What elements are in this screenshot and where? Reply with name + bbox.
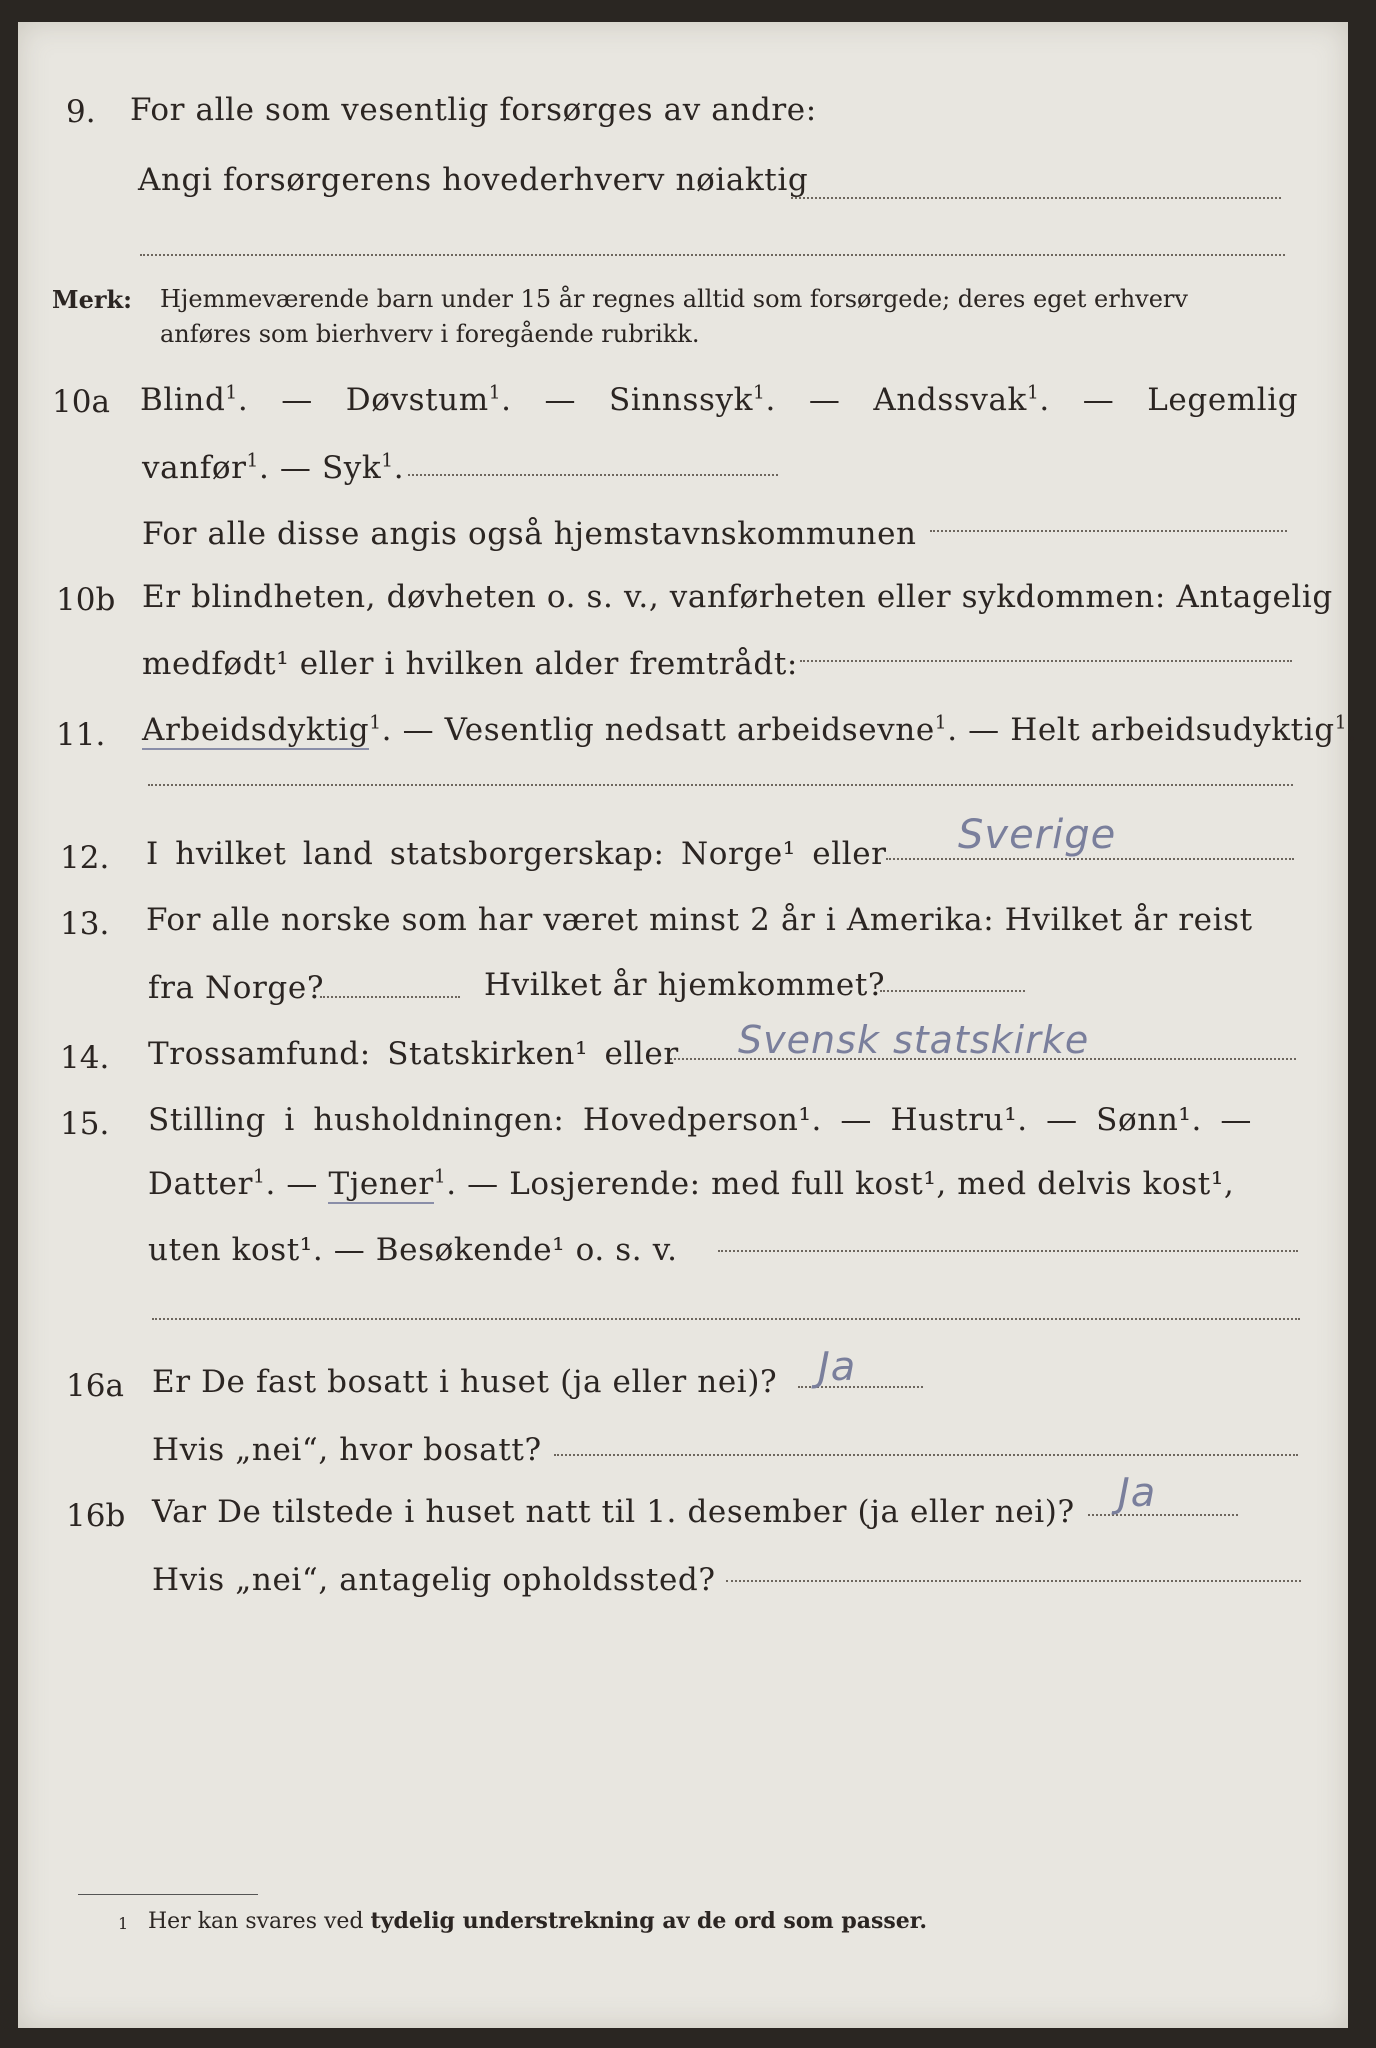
merk-line1: Hjemmeværende barn under 15 år regnes alltid som forsørgede; deres eget erhverv (160, 285, 1188, 313)
footnote-text-b: tydelig understrekning av de ord som passer. (370, 1908, 928, 1934)
option-andssvak: Andssvak (873, 382, 1027, 418)
q15-line3: uten kost¹. — Besøkende¹ o. s. v. (148, 1232, 678, 1268)
option-datter: Datter (148, 1166, 254, 1202)
q12-number: 12. (60, 840, 110, 876)
q16a-number: 16a (66, 1368, 124, 1404)
census-form-page (18, 22, 1358, 2028)
q9-number: 9. (66, 94, 96, 130)
footnote-rule (78, 1894, 258, 1895)
q14-handwritten-answer: Svensk statskirke (738, 1018, 1090, 1062)
q12-answer-line[interactable] (886, 858, 1294, 860)
merk-label: Merk: (52, 285, 132, 314)
q16b-answer-line[interactable] (1088, 1514, 1238, 1516)
q15-line1: Stilling i husholdningen: Hovedperson¹. — Hustru¹. — Sønn¹. — (148, 1102, 1252, 1138)
option-nedsatt-arbeidsevne: Vesentlig nedsatt arbeidsevne (444, 712, 935, 748)
option-syk: Syk (321, 450, 382, 486)
q16a-residence-line[interactable] (554, 1454, 1298, 1456)
q16a-line2: Hvis „nei“, hvor bosatt? (152, 1432, 542, 1468)
q16b-handwritten-answer: Ja (1118, 1470, 1157, 1516)
q10a-line3: For alle disse angis også hjemstavnskommunen (142, 516, 917, 552)
q10b-number: 10b (56, 582, 116, 618)
option-dovstum: Døvstum (345, 382, 489, 418)
q13-number: 13. (60, 906, 110, 942)
q16a-line1: Er De fast bosatt i huset (ja eller nei)? (152, 1364, 778, 1400)
q16b-location-line[interactable] (726, 1580, 1301, 1582)
q13-line2a: fra Norge? (148, 970, 325, 1006)
option-arbeidsdyktig: Arbeidsdyktig (142, 712, 370, 748)
option-blind: Blind (140, 382, 226, 418)
q14-number: 14. (60, 1040, 110, 1076)
q16b-line1: Var De tilstede i huset natt til 1. desember (ja eller nei)? (152, 1494, 1075, 1530)
q9-line1: For alle som vesentlig forsørges av andre: (130, 92, 817, 128)
merk-line2: anføres som bierhverv i foregående rubrikk. (160, 320, 700, 348)
footnote-mark: 1 (118, 1914, 129, 1933)
q11-answer-line[interactable] (148, 784, 1293, 786)
q13-year-returned-line[interactable] (880, 990, 1025, 992)
q13-line1: For alle norske som har været minst 2 år i Amerika: Hvilket år reist (146, 902, 1253, 938)
q9-answer-line[interactable] (791, 197, 1281, 199)
q9-line2: Angi forsørgerens hovederhverv nøiaktig (138, 162, 809, 198)
q10a-answer-line[interactable] (408, 474, 778, 476)
q16a-handwritten-answer: Ja (818, 1344, 857, 1390)
option-sinnssyk: Sinnssyk (609, 382, 754, 418)
q15-line2: Datter$^1$. — Tjener$^1$. — Losjerende: med full kost¹, med delvis kost¹, (148, 1166, 1235, 1202)
q12-text: I hvilket land statsborgerskap: Norge¹ eller (146, 836, 887, 872)
q16b-line2: Hvis „nei“, antagelig opholdssted? (152, 1562, 716, 1598)
q16a-answer-line[interactable] (798, 1386, 923, 1388)
q15-line2-rest: — Losjerende: med full kost¹, med delvis kost¹, (467, 1166, 1235, 1202)
q10a-hometown-line[interactable] (930, 530, 1287, 532)
q11-line: Arbeidsdyktig$^1$. — Vesentlig nedsatt arbeidsevne$^1$. — Helt arbeidsudyktig$^1$. (142, 712, 1358, 748)
q14-text: Trossamfund: Statskirken¹ eller (148, 1036, 679, 1072)
q15-answer-line-2[interactable] (152, 1318, 1300, 1320)
q13-year-left-line[interactable] (320, 996, 460, 998)
q16b-number: 16b (66, 1498, 126, 1534)
q9-answer-line-2[interactable] (140, 254, 1285, 256)
q10b-line1: Er blindheten, døvheten o. s. v., vanførheten eller sykdommen: Antagelig (142, 579, 1333, 615)
q10a-number: 10a (52, 384, 110, 420)
q10b-answer-line[interactable] (800, 660, 1292, 662)
footnote-text-a: Her kan svares ved (148, 1909, 364, 1934)
footnote-text (148, 1908, 927, 1934)
q10a-line2: vanfør$^1$. — Syk$^1$. (142, 450, 405, 486)
q15-answer-line[interactable] (718, 1250, 1298, 1252)
q15-number: 15. (60, 1106, 110, 1142)
option-tjener: Tjener (328, 1166, 434, 1202)
q10b-line2: medfødt¹ eller i hvilken alder fremtrådt: (142, 646, 798, 682)
q10a-line1: Blind$^1$. — Døvstum$^1$. — Sinnssyk$^1$. — Andssvak$^1$. — Legemlig (140, 382, 1299, 418)
option-legemlig: Legemlig (1147, 382, 1299, 418)
q12-handwritten-answer: Sverige (958, 812, 1117, 858)
option-arbeidsudyktig: Helt arbeidsudyktig (1010, 712, 1335, 748)
option-vanfor: vanfør (142, 450, 247, 486)
q13-line2b: Hvilket år hjemkommet? (484, 967, 886, 1003)
q11-number: 11. (56, 717, 106, 753)
